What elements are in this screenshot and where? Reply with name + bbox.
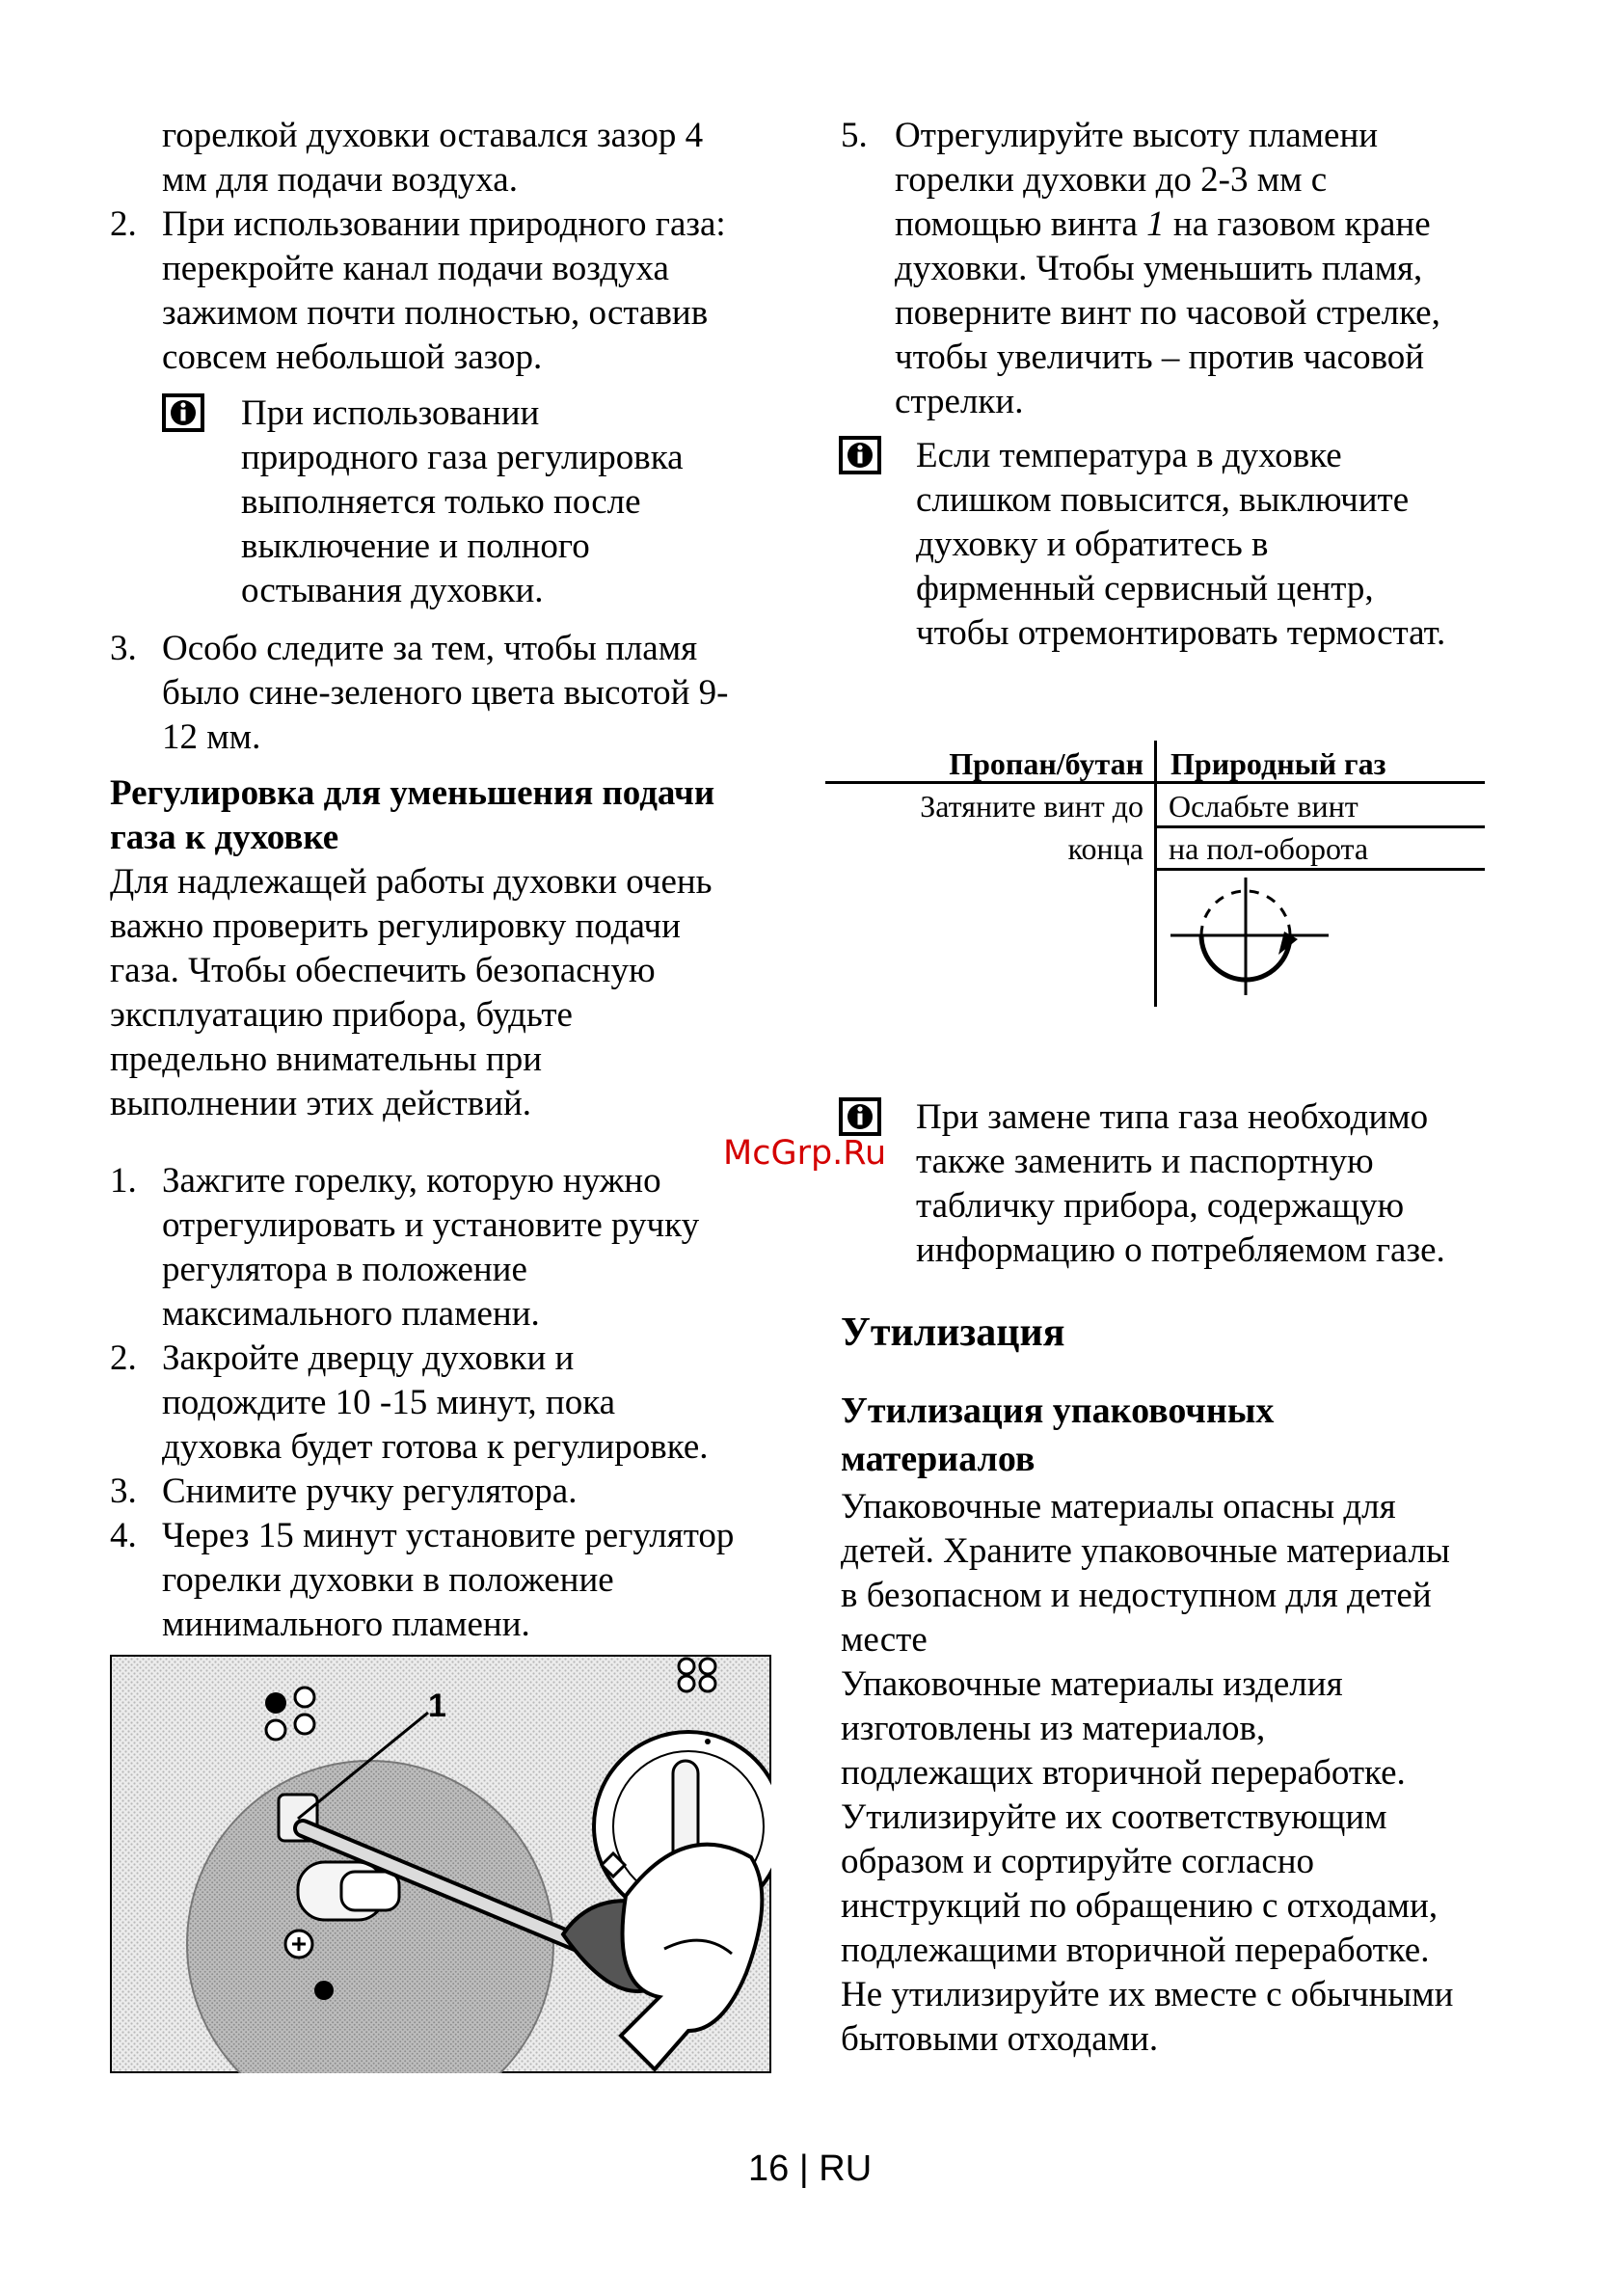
text-line: Упаковочные материалы опасны для <box>841 1487 1396 1526</box>
text-line: Снимите ручку регулятора. <box>162 1472 578 1511</box>
text-line: духовку и обратитесь в <box>916 525 1269 564</box>
list-number: 2. <box>110 1338 137 1378</box>
text-line: конца <box>1067 831 1143 866</box>
step-item <box>162 1159 699 1337</box>
text-line: поверните винт по часовой стрелке, <box>895 293 1440 333</box>
half-turn-icon <box>1165 876 1338 1003</box>
text-line: предельно внимательны при <box>110 1040 543 1079</box>
watermark: McGrp.Ru <box>723 1134 887 1173</box>
text-line: материалов <box>841 1439 1036 1479</box>
text-line: горелкой духовки оставался зазор 4 <box>162 116 704 155</box>
text-line: газа к духовке <box>110 818 339 857</box>
text-line: При замене типа газа необходимо <box>916 1097 1429 1137</box>
list-number: 3. <box>110 1472 137 1511</box>
text-line: Через 15 минут установите регулятор <box>162 1516 735 1555</box>
table-header-propane: Пропан/бутан <box>949 746 1143 781</box>
screw-number: 1 <box>1146 204 1165 244</box>
list-number: 5. <box>841 116 868 155</box>
step-item <box>162 1337 709 1470</box>
text-line: стрелки. <box>895 382 1024 421</box>
text-line: При использовании природного газа: <box>162 204 726 244</box>
text-line: выполняется только после <box>241 482 641 522</box>
table-cell-natural-row1: Ослабьте винт <box>1169 789 1358 824</box>
text-line: Отрегулируйте высоту пламени <box>895 116 1379 155</box>
text-line: слишком повысится, выключите <box>916 480 1410 520</box>
text-line: отрегулировать и установите ручку <box>162 1205 700 1245</box>
list-number: 3. <box>110 629 137 668</box>
text-line: Утилизируйте их соответствующим <box>841 1797 1387 1837</box>
text-line: духовка будет готова к регулировке. <box>162 1427 709 1467</box>
text-line: подлежащих вторичной переработке. <box>841 1753 1406 1793</box>
info-icon <box>839 436 881 474</box>
text-line: изготовлены из материалов, <box>841 1709 1266 1748</box>
list-number: 4. <box>110 1516 137 1555</box>
text-line: в безопасном и недоступном для детей <box>841 1576 1432 1615</box>
text-line: также заменить и паспортную <box>916 1142 1374 1181</box>
text-line: Упаковочные материалы изделия <box>841 1664 1343 1704</box>
info-icon <box>162 393 204 432</box>
text-line: информацию о потребляемом газе. <box>916 1230 1445 1270</box>
heading-packaging <box>841 1387 1274 1483</box>
text-line: бытовыми отходами. <box>841 2019 1159 2059</box>
text-line: зажимом почти полностью, оставив <box>162 293 709 333</box>
text-line: Закройте дверцу духовки и <box>162 1338 575 1378</box>
step-item <box>162 1514 734 1647</box>
text-line: эксплуатацию прибора, будьте <box>110 995 573 1035</box>
list-item-5 <box>895 114 1440 424</box>
note-natural-gas <box>241 392 684 613</box>
step-item <box>162 1470 577 1514</box>
text-line: помощью винта 1 на газовом кране <box>895 204 1431 244</box>
text-line: фирменный сервисный центр, <box>916 569 1374 608</box>
note-gas-type <box>916 1095 1445 1273</box>
text-line: духовки. Чтобы уменьшить пламя, <box>895 249 1423 288</box>
text-line: Если температура в духовке <box>916 436 1342 475</box>
figure-label: 1 <box>428 1688 446 1724</box>
text-line: Не утилизируйте их вместе с обычными <box>841 1975 1454 2014</box>
text-line: подлежащими вторичной переработке. <box>841 1931 1430 1970</box>
text-line: При использовании <box>241 393 540 433</box>
info-icon <box>839 1097 881 1136</box>
list-number: 1. <box>110 1161 137 1201</box>
table-cell-propane <box>854 785 1143 870</box>
page-number: 16 <box>748 2148 790 2189</box>
note-thermostat <box>916 434 1445 656</box>
text-line: газа. Чтобы обеспечить безопасную <box>110 951 656 990</box>
text-line: было сине-зеленого цвета высотой 9- <box>162 673 729 713</box>
section-paragraph <box>110 860 713 1126</box>
page-footer <box>748 2148 872 2190</box>
table-column-divider <box>1154 741 1157 1007</box>
packaging-paragraph <box>841 1485 1453 2062</box>
text-line: остывания духовки. <box>241 571 544 610</box>
text-line: чтобы увеличить – против часовой <box>895 338 1425 377</box>
text-line: Затяните винт до <box>920 789 1143 824</box>
text-line: детей. Храните упаковочные материалы <box>841 1531 1450 1571</box>
burner-adjustment-figure <box>110 1655 771 2073</box>
text-line: Регулировка для уменьшения подачи <box>110 773 715 813</box>
text-line: минимального пламени. <box>162 1605 530 1644</box>
text-line: чтобы отремонтировать термостат. <box>916 613 1446 653</box>
text-line: природного газа регулировка <box>241 438 684 477</box>
text-line: горелки духовки в положение <box>162 1560 614 1600</box>
text-line: регулятора в положение <box>162 1250 527 1289</box>
text-line: месте <box>841 1620 928 1660</box>
table-cell-natural-row2: на пол-оборота <box>1169 831 1369 866</box>
list-number: 2. <box>110 204 137 244</box>
text-line: Зажгите горелку, которую нужно <box>162 1161 661 1201</box>
text-line: образом и сортируйте согласно <box>841 1842 1315 1881</box>
text-line: выполнении этих действий. <box>110 1084 532 1123</box>
text-line: инструкций по обращению с отходами, <box>841 1886 1439 1926</box>
text-line: Для надлежащей работы духовки очень <box>110 862 713 902</box>
intro-paragraph <box>162 114 703 203</box>
list-item-3 <box>162 627 728 760</box>
text-line: максимального пламени. <box>162 1294 540 1334</box>
heading-utilization: Утилизация <box>841 1310 1065 1355</box>
text-line: совсем небольшой зазор. <box>162 338 543 377</box>
text-line: важно проверить регулировку подачи <box>110 906 681 946</box>
section-title <box>110 771 714 860</box>
text-line: Утилизация упаковочных <box>841 1391 1275 1431</box>
text-line: Особо следите за тем, чтобы пламя <box>162 629 698 668</box>
footer-separator: | <box>798 2148 809 2189</box>
text-line: горелки духовки до 2-3 мм с <box>895 160 1328 200</box>
text-line: мм для подачи воздуха. <box>162 160 518 200</box>
text-line: подождите 10 -15 минут, пока <box>162 1383 616 1422</box>
text-line: перекройте канал подачи воздуха <box>162 249 669 288</box>
table-divider <box>1155 868 1485 871</box>
text-line: выключение и полного <box>241 527 590 566</box>
text-line: 12 мм. <box>162 717 261 757</box>
text-line: табличку прибора, содержащую <box>916 1186 1405 1226</box>
list-item-2 <box>162 203 726 380</box>
table-header-natural-gas: Природный газ <box>1170 746 1386 781</box>
language-code: RU <box>819 2148 873 2189</box>
